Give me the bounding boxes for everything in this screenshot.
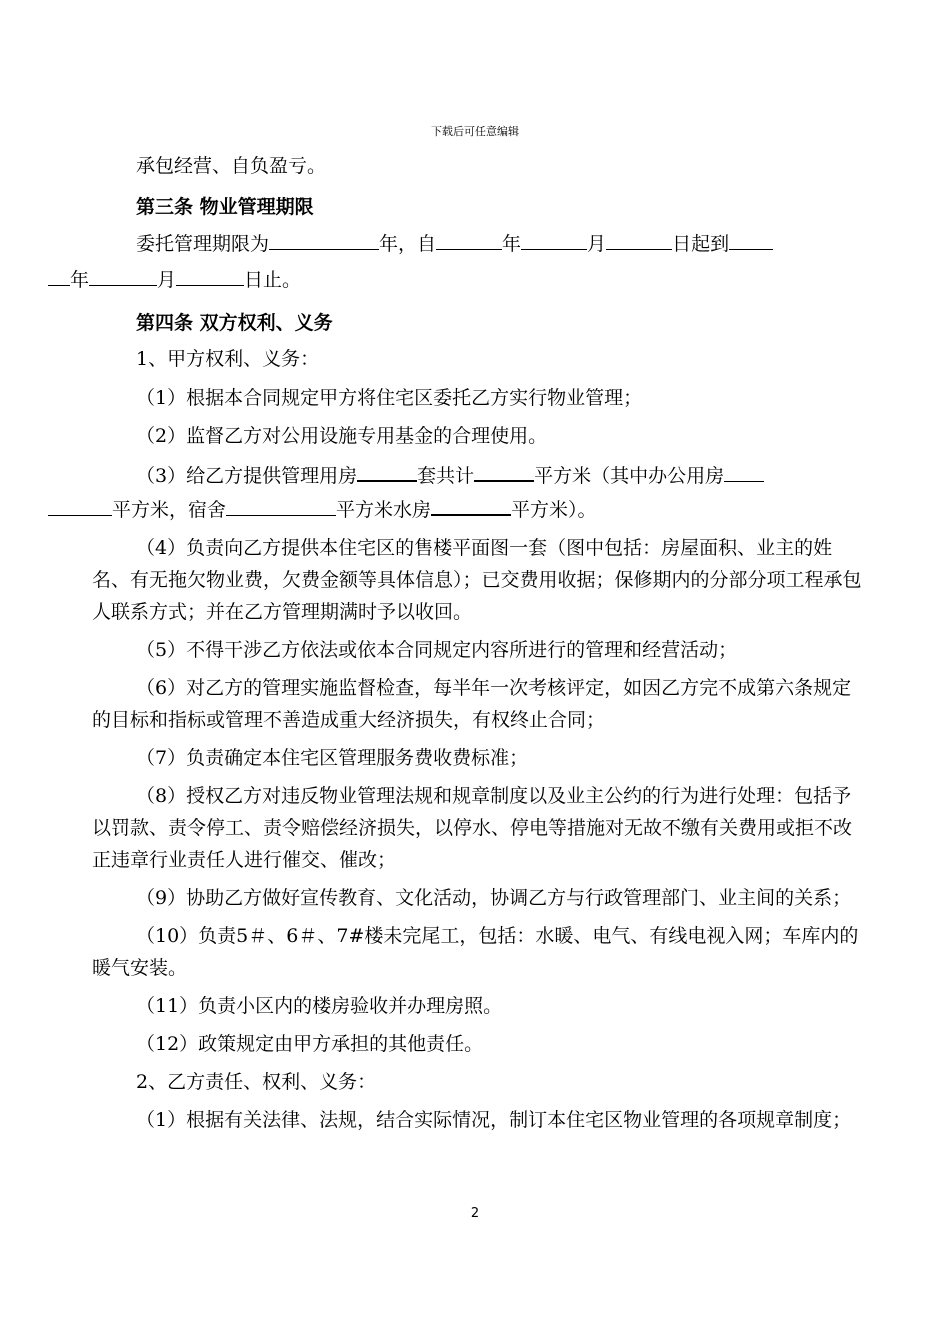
blank-field <box>606 227 672 250</box>
document-body <box>70 150 866 1136</box>
term-text: 年 <box>502 233 522 255</box>
term-text: 委托管理期限为 <box>136 233 270 255</box>
item-text: 平方米，宿舍 <box>112 499 227 521</box>
party-a-item-7: （7）负责确定本住宅区管理服务费收费标准； <box>136 747 529 769</box>
term-text: 年，自 <box>379 233 437 255</box>
blank-field <box>724 459 764 482</box>
party-b-item-1: （1）根据有关法律、法规，结合实际情况，制订本住宅区物业管理的各项规章制度； <box>136 1109 852 1131</box>
blank-field <box>226 493 336 516</box>
blank-field <box>436 227 502 250</box>
party-a-item-6: （6）对乙方的管理实施监督检查，每半年一次考核评定，如因乙方完不成第六条规定的目标和指标或管理不善造成重大经济损失，有权终止合同； <box>92 677 852 731</box>
blank-field <box>474 458 534 482</box>
blank-field <box>729 227 773 250</box>
article-3-heading: 第三条 物业管理期限 <box>136 196 314 218</box>
article-3-term-paragraph <box>70 226 866 298</box>
item-text: 平方米水房 <box>336 499 432 521</box>
party-a-item-12: （12）政策规定由甲方承担的其他责任。 <box>136 1033 484 1055</box>
term-text: 月 <box>157 269 177 291</box>
page-header: 下载后可任意编辑 <box>431 125 519 138</box>
item-text: （3）给乙方提供管理用房 <box>136 465 358 487</box>
term-text: 年 <box>70 269 90 291</box>
item-text: 平方米）。 <box>511 499 597 521</box>
party-a-item-1: （1）根据本合同规定甲方将住宅区委托乙方实行物业管理； <box>136 387 643 409</box>
item-text: 套共计 <box>417 465 475 487</box>
party-a-item-11: （11）负责小区内的楼房验收并办理房照。 <box>136 995 503 1017</box>
blank-field <box>89 263 157 286</box>
item-text: 平方米（其中办公用房 <box>534 465 725 487</box>
term-text: 日止。 <box>244 269 302 291</box>
blank-field <box>48 263 70 286</box>
party-a-item-4: （4）负责向乙方提供本住宅区的售楼平面图一套（图中包括：房屋面积、业主的姓名、有无拖欠物业费，欠费金额等具体信息）；已交费用收据；保修期内的分部分项工程承包人联系方式；并在乙方管理期满时予以收回。 <box>92 537 862 623</box>
party-a-item-9: （9）协助乙方做好宣传教育、文化活动，协调乙方与行政管理部门、业主间的关系； <box>136 887 852 909</box>
blank-field <box>431 492 511 516</box>
blank-field <box>176 263 244 286</box>
blank-field <box>48 493 112 516</box>
blank-field <box>269 227 379 250</box>
blank-field <box>357 458 417 482</box>
article-4-heading: 第四条 双方权利、义务 <box>136 312 333 334</box>
section-2-heading: 2、乙方责任、权利、义务： <box>136 1071 377 1093</box>
term-text: 月 <box>587 233 607 255</box>
party-a-item-8: （8）授权乙方对违反物业管理法规和规章制度以及业主公约的行为进行处理：包括予以罚款、责令停工、责令赔偿经济损失，以停水、停电等措施对无故不缴有关费用或拒不改正违章行业责任人进行催交、催改； <box>92 785 853 871</box>
blank-field <box>521 227 587 250</box>
paragraph-continuation: 承包经营、自负盈亏。 <box>136 155 327 177</box>
party-a-item-2: （2）监督乙方对公用设施专用基金的合理使用。 <box>136 425 548 447</box>
party-a-item-10: （10）负责5＃、6＃、7#楼未完尾工，包括：水暖、电气、有线电视入网；车库内的暖气安装。 <box>92 925 859 979</box>
section-1-heading: 1、甲方权利、义务： <box>136 348 320 370</box>
party-a-item-3 <box>92 458 866 526</box>
page-number: 2 <box>470 1206 480 1221</box>
term-text: 日起到 <box>672 233 730 255</box>
party-a-item-5: （5）不得干涉乙方依法或依本合同规定内容所进行的管理和经营活动； <box>136 639 738 661</box>
